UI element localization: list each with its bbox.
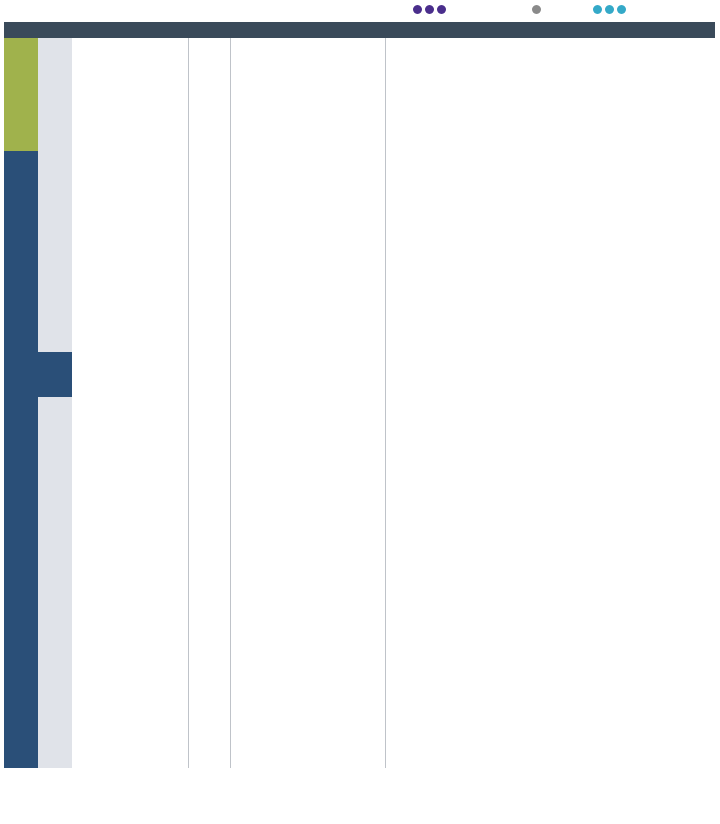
blue-dot-icon (605, 5, 614, 14)
legend (400, 4, 716, 20)
blue-dot-icon (617, 5, 626, 14)
allocation-table (4, 38, 715, 768)
legend-neutral (529, 4, 541, 16)
subsection-credit (38, 581, 72, 675)
blue-dot-icon (593, 5, 602, 14)
gray-dot-icon (532, 5, 541, 14)
divider (385, 38, 386, 768)
divider (230, 38, 231, 768)
subsection-immobilier (38, 352, 72, 398)
section-principal (4, 38, 38, 151)
section-preference (4, 151, 38, 768)
subsection-devises (38, 674, 72, 769)
subsection-actions (38, 151, 72, 353)
subsection-obligations (38, 397, 72, 582)
section-principal-sub (38, 38, 72, 151)
purple-dot-icon (437, 5, 446, 14)
divider (188, 38, 189, 768)
legend-negative (410, 4, 446, 16)
purple-dot-icon (425, 5, 434, 14)
purple-dot-icon (413, 5, 422, 14)
legend-positive (590, 4, 626, 16)
table-header (4, 22, 715, 38)
